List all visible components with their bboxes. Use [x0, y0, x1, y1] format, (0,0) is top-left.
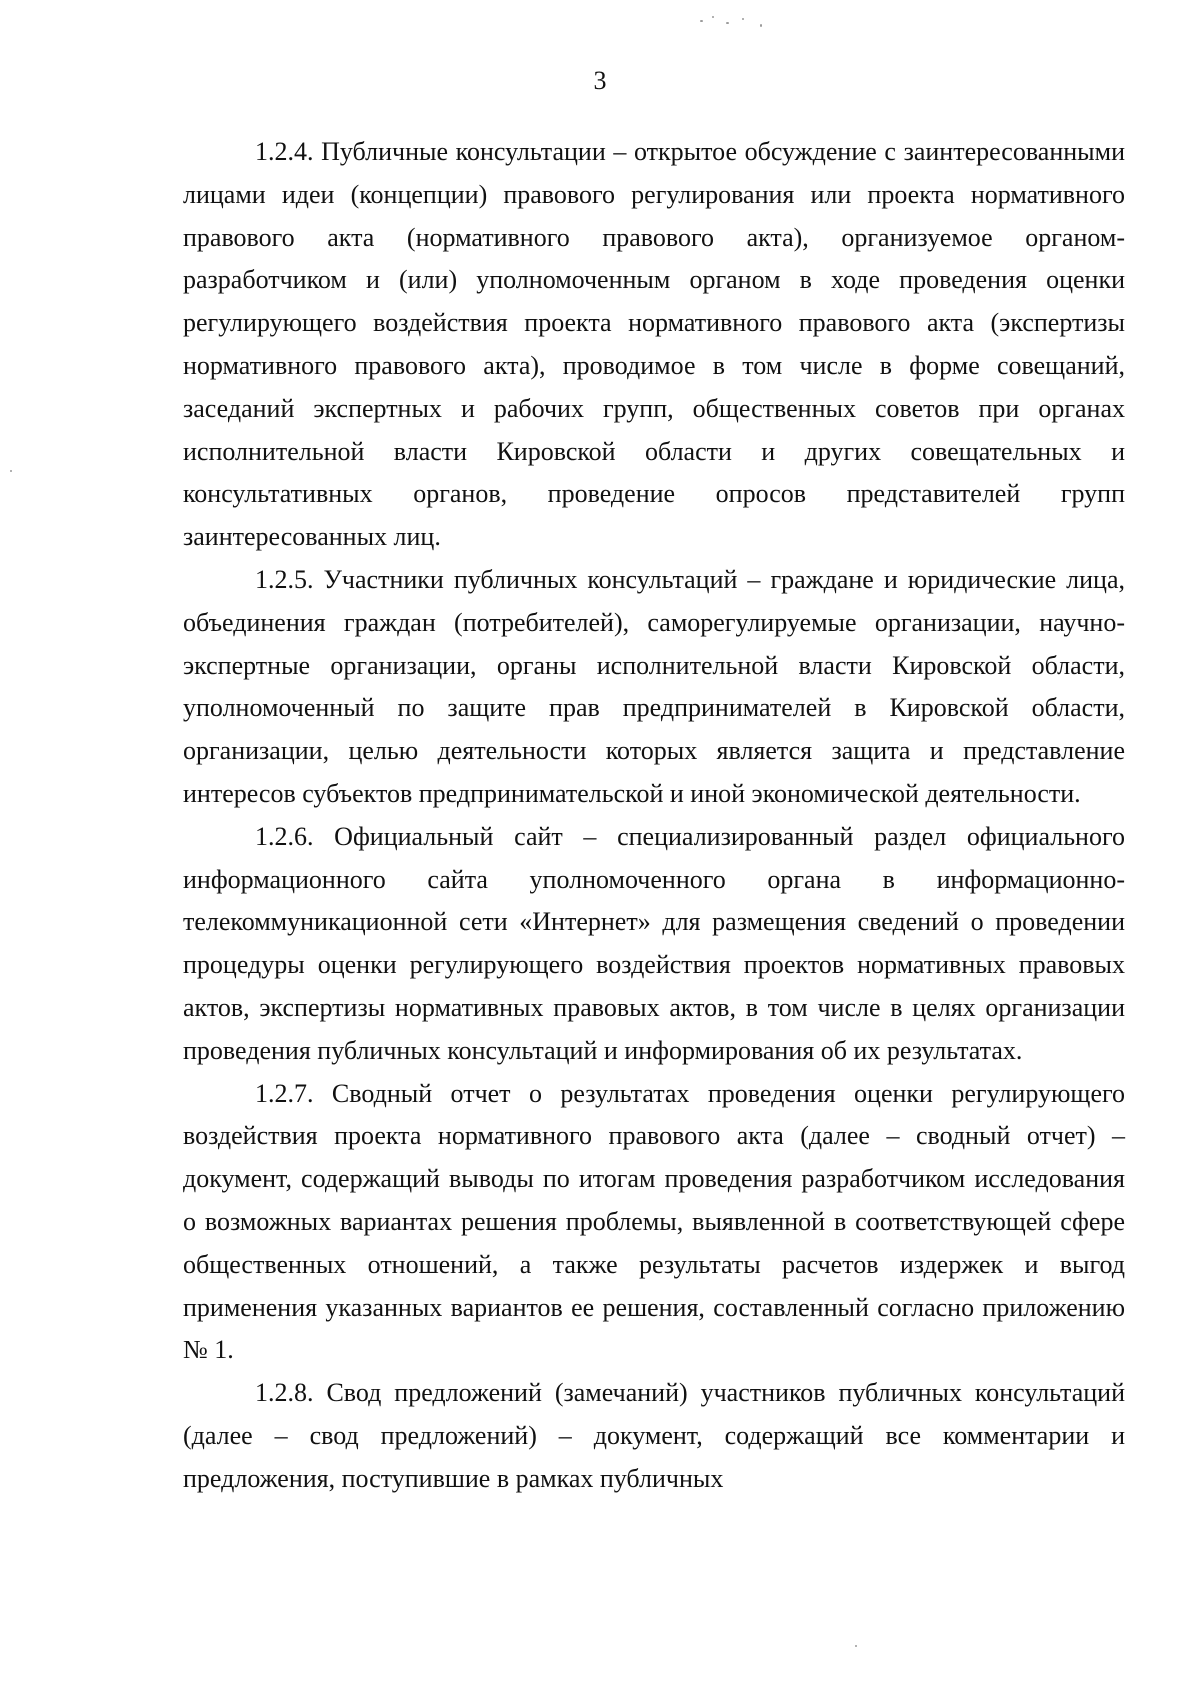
scan-speck — [760, 24, 762, 27]
paragraph-1-2-5: 1.2.5. Участники публичных консультаций – граждане и юридические лица, объединения граждан (потребителей), саморегулируемые организации, научно-экспертные организации, органы исполнительной власти Кировской области, уполномоченный по защите прав предпринимателей в Кировской области, организации, целью деятельности которых является защита и представление интересов субъектов предпринимательской и иной экономической деятельности. — [183, 564, 1125, 808]
paragraph-1-2-6: 1.2.6. Официальный сайт – специализированный раздел официального информационного сайта уполномоченного органа в информационно-телекоммуникационной сети «Интернет» для размещения сведений о проведении процедуры оценки регулирующего воздействия проектов нормативных правовых актов, экспертизы нормативных правовых актов, в том числе в целях организации проведения публичных консультаций и информирования об их результатах. — [183, 821, 1125, 1065]
scan-speck — [742, 18, 744, 20]
paragraph-1-2-4: 1.2.4. Публичные консультации – открытое обсуждение с заинтересованными лицами идеи (концепции) правового регулирования или проекта нормативного правового акта (нормативного правового акта), организуемое органом-разработчиком и (или) уполномоченным органом в ходе проведения оценки регулирующего воздействия проекта нормативного правового акта (экспертизы нормативного правового акта), проводимое в том числе в форме совещаний, заседаний экспертных и рабочих групп, общественных советов при органах исполнительной власти Кировской области и других совещательных и консультативных органов, проведение опросов представителей групп заинтересованных лиц. — [183, 137, 1125, 552]
scan-speck — [712, 16, 714, 18]
scan-speck — [700, 20, 703, 22]
document-body — [183, 131, 1125, 1501]
paragraph-1-2-7: 1.2.7. Сводный отчет о результатах проведения оценки регулирующего воздействия проекта нормативного правового акта (далее – сводный отчет) – документ, содержащий выводы по итогам проведения разработчиком исследования о возможных вариантах решения проблемы, выявленной в соответствующей сфере общественных отношений, а также результаты расчетов издержек и выгод применения указанных вариантов ее решения, составленный согласно приложению № 1. — [183, 1078, 1125, 1365]
scan-speck — [10, 470, 12, 472]
page-number: 3 — [593, 66, 607, 95]
paragraph-1-2-8: 1.2.8. Свод предложений (замечаний) участников публичных консультаций (далее – свод предложений) – документ, содержащий все комментарии и предложения, поступившие в рамках публичных — [183, 1378, 1125, 1493]
scan-speck — [855, 1645, 857, 1647]
scan-speck — [726, 22, 729, 24]
